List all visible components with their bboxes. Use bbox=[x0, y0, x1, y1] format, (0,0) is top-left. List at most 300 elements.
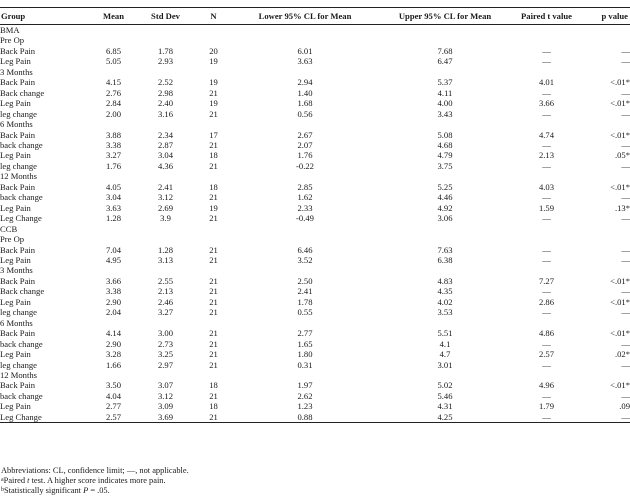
cell-paired-t: 4.96 bbox=[538, 380, 555, 391]
cell-paired-t: 4.74 bbox=[538, 129, 555, 140]
cell-n bbox=[196, 224, 231, 234]
cell-paired-t bbox=[511, 265, 582, 275]
cell-upper-cl: 5.51 bbox=[437, 328, 453, 339]
cell-upper-cl: 3.06 bbox=[437, 213, 453, 224]
table-row bbox=[0, 77, 630, 87]
table-row bbox=[0, 328, 630, 338]
footnote-a bbox=[1, 476, 189, 486]
cell-paired-t: — bbox=[542, 359, 551, 370]
row-label: Leg Pain bbox=[0, 349, 31, 360]
cell-lower-cl: 1.40 bbox=[297, 87, 313, 98]
cell-upper-cl bbox=[379, 234, 511, 244]
cell-upper-cl: 4.35 bbox=[437, 286, 453, 297]
timepoint-row bbox=[0, 234, 630, 244]
cell-p-value: — bbox=[621, 139, 630, 150]
cell-std-dev: 2.46 bbox=[157, 296, 174, 307]
timepoint-row bbox=[0, 35, 630, 45]
cell-n bbox=[196, 25, 231, 36]
cell-p-value bbox=[582, 234, 630, 244]
cell-n bbox=[196, 67, 231, 77]
cell-p-value: — bbox=[621, 286, 630, 297]
cell-mean: 3.38 bbox=[105, 139, 122, 150]
cell-p-value: <.01* bbox=[610, 328, 630, 339]
cell-std-dev: 3.9 bbox=[160, 213, 171, 224]
group-row bbox=[0, 25, 630, 36]
cell-n: 18 bbox=[209, 150, 218, 161]
cell-n: 21 bbox=[209, 390, 218, 401]
cell-mean: 4.04 bbox=[105, 390, 122, 401]
table-row bbox=[0, 255, 630, 265]
cell-n bbox=[196, 370, 231, 380]
cell-lower-cl: 2.50 bbox=[297, 275, 313, 286]
row-label: Back Pain bbox=[0, 45, 36, 56]
cell-lower-cl: 2.94 bbox=[297, 77, 313, 88]
cell-p-value bbox=[582, 25, 630, 36]
cell-std-dev bbox=[135, 318, 196, 328]
cell-std-dev bbox=[135, 224, 196, 234]
cell-upper-cl: 4.68 bbox=[437, 139, 453, 150]
cell-p-value: — bbox=[621, 56, 630, 67]
cell-paired-t bbox=[511, 67, 582, 77]
cell-p-value bbox=[582, 370, 630, 380]
row-label: Pre Op bbox=[0, 35, 25, 46]
cell-lower-cl: 2.41 bbox=[297, 286, 313, 297]
cell-mean: 1.66 bbox=[105, 359, 122, 370]
cell-upper-cl: 4.79 bbox=[437, 150, 453, 161]
footnote-b-suffix: = .05. bbox=[88, 486, 110, 496]
cell-lower-cl: 1.97 bbox=[297, 380, 313, 391]
cell-n bbox=[196, 119, 231, 129]
cell-lower-cl: 6.46 bbox=[297, 244, 313, 255]
cell-std-dev bbox=[135, 119, 196, 129]
cell-lower-cl bbox=[231, 370, 379, 380]
cell-upper-cl: 3.75 bbox=[437, 160, 453, 171]
cell-upper-cl: 4.02 bbox=[437, 296, 453, 307]
cell-paired-t: — bbox=[542, 108, 551, 119]
cell-paired-t: — bbox=[542, 213, 551, 224]
cell-p-value: <.01* bbox=[610, 98, 630, 109]
cell-std-dev: 1.78 bbox=[157, 45, 174, 56]
cell-lower-cl bbox=[231, 25, 379, 36]
cell-p-value: — bbox=[621, 338, 630, 349]
table-row bbox=[0, 245, 630, 255]
cell-p-value: — bbox=[621, 87, 630, 98]
row-label: 12 Months bbox=[0, 171, 38, 182]
cell-upper-cl: 5.08 bbox=[437, 129, 453, 140]
cell-paired-t: 4.03 bbox=[538, 181, 555, 192]
cell-lower-cl: 3.52 bbox=[297, 254, 313, 265]
cell-std-dev: 3.16 bbox=[157, 108, 174, 119]
cell-paired-t: — bbox=[542, 338, 551, 349]
row-label: leg change bbox=[0, 359, 37, 370]
cell-upper-cl: 4.1 bbox=[439, 338, 451, 349]
cell-p-value bbox=[582, 119, 630, 129]
cell-paired-t bbox=[511, 25, 582, 36]
row-label: Back Pain bbox=[0, 244, 36, 255]
cell-n: 21 bbox=[196, 412, 231, 423]
cell-std-dev: 2.69 bbox=[157, 202, 174, 213]
table-row bbox=[0, 203, 630, 213]
table-row bbox=[0, 161, 630, 171]
results-table bbox=[0, 7, 630, 423]
cell-n: 21 bbox=[209, 349, 218, 360]
cell-p-value: .09 bbox=[619, 401, 630, 412]
table-row bbox=[0, 140, 630, 150]
cell-mean: 5.05 bbox=[105, 56, 122, 67]
table-row bbox=[0, 297, 630, 307]
cell-std-dev: 4.36 bbox=[157, 160, 174, 171]
cell-paired-t bbox=[511, 119, 582, 129]
cell-n: 21 bbox=[209, 108, 218, 119]
cell-upper-cl bbox=[379, 171, 511, 181]
cell-std-dev: 3.13 bbox=[157, 254, 174, 265]
table-row bbox=[0, 213, 630, 223]
cell-n bbox=[196, 234, 231, 244]
cell-paired-t: 2.57 bbox=[538, 349, 555, 360]
cell-std-dev: 2.55 bbox=[157, 275, 174, 286]
cell-p-value: — bbox=[621, 192, 630, 203]
cell-mean bbox=[92, 119, 135, 129]
cell-lower-cl bbox=[231, 318, 379, 328]
table-row bbox=[0, 150, 630, 160]
cell-paired-t bbox=[511, 171, 582, 181]
cell-upper-cl: 4.92 bbox=[437, 202, 453, 213]
cell-mean: 4.05 bbox=[105, 181, 122, 192]
cell-lower-cl: 1.23 bbox=[297, 401, 313, 412]
cell-p-value bbox=[582, 265, 630, 275]
cell-n: 19 bbox=[209, 77, 218, 88]
cell-p-value bbox=[582, 67, 630, 77]
cell-n: 21 bbox=[209, 286, 218, 297]
cell-paired-t bbox=[511, 234, 582, 244]
cell-paired-t: — bbox=[542, 390, 551, 401]
cell-upper-cl: 4.7 bbox=[439, 349, 451, 360]
cell-mean bbox=[92, 224, 135, 234]
cell-n: 21 bbox=[209, 87, 218, 98]
timepoint-row bbox=[0, 171, 630, 181]
cell-upper-cl: 5.37 bbox=[437, 77, 453, 88]
cell-p-value: — bbox=[582, 412, 630, 423]
cell-std-dev: 3.25 bbox=[157, 349, 174, 360]
cell-paired-t bbox=[511, 370, 582, 380]
cell-std-dev bbox=[135, 370, 196, 380]
cell-p-value: <.01* bbox=[610, 380, 630, 391]
cell-lower-cl: -0.22 bbox=[296, 160, 314, 171]
cell-n: 21 bbox=[209, 359, 218, 370]
cell-mean: 2.90 bbox=[105, 338, 122, 349]
cell-upper-cl: 6.47 bbox=[437, 56, 453, 67]
cell-p-value bbox=[582, 318, 630, 328]
cell-p-value bbox=[582, 35, 630, 45]
cell-p-value: <.01* bbox=[610, 129, 630, 140]
row-label: 12 Months bbox=[0, 369, 38, 380]
cell-lower-cl: 1.68 bbox=[297, 98, 313, 109]
cell-mean bbox=[92, 265, 135, 275]
cell-paired-t: — bbox=[542, 244, 551, 255]
cell-mean: 4.95 bbox=[105, 254, 122, 265]
cell-mean: 3.27 bbox=[105, 150, 122, 161]
cell-upper-cl: 6.38 bbox=[437, 254, 453, 265]
table-row bbox=[0, 349, 630, 359]
cell-std-dev: 2.97 bbox=[157, 359, 174, 370]
timepoint-row bbox=[0, 119, 630, 129]
cell-n: 21 bbox=[209, 338, 218, 349]
table-row bbox=[0, 401, 630, 411]
cell-upper-cl: 4.00 bbox=[437, 98, 453, 109]
table-row bbox=[0, 182, 630, 192]
cell-upper-cl: 5.25 bbox=[437, 181, 453, 192]
cell-n: 21 bbox=[209, 328, 218, 339]
cell-lower-cl: 0.31 bbox=[297, 359, 313, 370]
row-label: Leg Pain bbox=[0, 401, 31, 412]
footnote-a-t: t bbox=[27, 476, 30, 486]
cell-mean: 2.04 bbox=[105, 307, 122, 318]
cell-mean: 3.88 bbox=[105, 129, 122, 140]
row-label: Leg Pain bbox=[0, 296, 31, 307]
cell-std-dev: 2.52 bbox=[157, 77, 174, 88]
cell-mean: 3.04 bbox=[105, 192, 122, 203]
cell-upper-cl: 3.01 bbox=[437, 359, 453, 370]
cell-paired-t: — bbox=[542, 87, 551, 98]
table-row bbox=[0, 391, 630, 401]
row-label: 3 Months bbox=[0, 265, 33, 276]
cell-lower-cl bbox=[231, 265, 379, 275]
cell-mean: 3.66 bbox=[105, 275, 122, 286]
cell-p-value: — bbox=[621, 254, 630, 265]
cell-n bbox=[196, 171, 231, 181]
cell-p-value: — bbox=[621, 160, 630, 171]
table-body bbox=[0, 25, 630, 423]
cell-n: 21 bbox=[209, 275, 218, 286]
cell-paired-t: 7.27 bbox=[538, 275, 555, 286]
cell-p-value: <.01* bbox=[610, 275, 630, 286]
cell-p-value: .13* bbox=[614, 202, 630, 213]
cell-paired-t: — bbox=[511, 412, 582, 423]
cell-n: 18 bbox=[209, 380, 218, 391]
header-row bbox=[0, 8, 630, 25]
cell-p-value: <.01* bbox=[610, 181, 630, 192]
row-label: CCB bbox=[0, 223, 18, 234]
cell-mean: 3.50 bbox=[105, 380, 122, 391]
cell-paired-t: 2.86 bbox=[538, 296, 555, 307]
cell-mean: 2.57 bbox=[92, 412, 135, 423]
cell-n: 21 bbox=[209, 160, 218, 171]
cell-p-value: — bbox=[621, 244, 630, 255]
row-label: 6 Months bbox=[0, 317, 33, 328]
cell-n: 19 bbox=[209, 202, 218, 213]
cell-paired-t: — bbox=[542, 56, 551, 67]
cell-n: 19 bbox=[209, 56, 218, 67]
cell-std-dev: 3.00 bbox=[157, 328, 174, 339]
footnote-b-marker: b bbox=[1, 487, 4, 494]
cell-paired-t: — bbox=[542, 307, 551, 318]
cell-n: 20 bbox=[209, 45, 218, 56]
cell-std-dev bbox=[135, 25, 196, 36]
cell-paired-t bbox=[511, 318, 582, 328]
header-paired-t: Paired t value bbox=[511, 8, 582, 25]
cell-std-dev: 3.12 bbox=[157, 390, 174, 401]
cell-n bbox=[196, 265, 231, 275]
cell-std-dev: 2.87 bbox=[157, 139, 174, 150]
cell-paired-t: — bbox=[542, 45, 551, 56]
cell-lower-cl: 3.63 bbox=[297, 56, 313, 67]
footnote-b-p: P bbox=[83, 486, 89, 496]
table-row bbox=[0, 286, 630, 296]
row-label: Back Pain bbox=[0, 181, 36, 192]
row-label: BMA bbox=[0, 25, 20, 35]
cell-mean: 4.15 bbox=[105, 77, 122, 88]
cell-lower-cl: 2.33 bbox=[297, 202, 313, 213]
cell-upper-cl: 4.83 bbox=[437, 275, 453, 286]
cell-mean: 2.90 bbox=[105, 296, 122, 307]
row-label: Leg Change bbox=[0, 412, 92, 423]
cell-upper-cl: 4.31 bbox=[437, 401, 453, 412]
cell-lower-cl bbox=[231, 224, 379, 234]
cell-std-dev bbox=[135, 234, 196, 244]
cell-lower-cl bbox=[231, 119, 379, 129]
footnote-b-prefix: Statistically significant bbox=[4, 486, 84, 496]
cell-paired-t bbox=[511, 35, 582, 45]
cell-n: 21 bbox=[209, 139, 218, 150]
cell-lower-cl: 2.62 bbox=[297, 390, 313, 401]
row-label: Leg Pain bbox=[0, 254, 31, 265]
footnote-abbreviations: Abbreviations: CL, confidence limit; —, not applicable. bbox=[1, 466, 189, 475]
row-label: 3 Months bbox=[0, 66, 33, 77]
cell-upper-cl: 3.53 bbox=[437, 307, 453, 318]
cell-p-value bbox=[582, 224, 630, 234]
table-row bbox=[0, 109, 630, 119]
footnote-b bbox=[1, 486, 189, 496]
row-label: Back Pain bbox=[0, 129, 36, 140]
row-label: back change bbox=[0, 338, 43, 349]
cell-n: 21 bbox=[209, 244, 218, 255]
row-label: Back Pain bbox=[0, 328, 36, 339]
cell-std-dev bbox=[135, 265, 196, 275]
cell-n: 21 bbox=[209, 296, 218, 307]
cell-paired-t: 1.59 bbox=[538, 202, 555, 213]
row-label: Back Pain bbox=[0, 275, 36, 286]
cell-upper-cl: 5.02 bbox=[437, 380, 453, 391]
cell-mean: 6.85 bbox=[105, 45, 122, 56]
row-label: leg change bbox=[0, 108, 37, 119]
cell-std-dev: 2.98 bbox=[157, 87, 174, 98]
cell-p-value: — bbox=[621, 359, 630, 370]
cell-lower-cl: 1.78 bbox=[297, 296, 313, 307]
cell-lower-cl: 1.62 bbox=[297, 192, 313, 203]
table-row bbox=[0, 130, 630, 140]
cell-upper-cl bbox=[379, 119, 511, 129]
cell-n bbox=[196, 35, 231, 45]
cell-paired-t: — bbox=[542, 254, 551, 265]
cell-mean: 2.84 bbox=[105, 98, 122, 109]
table-row bbox=[0, 412, 630, 423]
row-label: leg change bbox=[0, 160, 37, 171]
cell-lower-cl: 1.76 bbox=[297, 150, 313, 161]
cell-std-dev: 3.12 bbox=[157, 192, 174, 203]
cell-lower-cl: 0.88 bbox=[231, 412, 379, 423]
table-header bbox=[0, 8, 630, 25]
footnote-a-prefix: Paired bbox=[3, 476, 28, 486]
cell-mean: 2.00 bbox=[105, 108, 122, 119]
cell-std-dev: 3.27 bbox=[157, 307, 174, 318]
cell-std-dev: 2.73 bbox=[157, 338, 174, 349]
cell-mean bbox=[92, 171, 135, 181]
cell-lower-cl: 1.65 bbox=[297, 338, 313, 349]
cell-upper-cl: 7.63 bbox=[437, 244, 453, 255]
timepoint-row bbox=[0, 370, 630, 380]
cell-std-dev: 2.40 bbox=[157, 98, 174, 109]
timepoint-row bbox=[0, 318, 630, 328]
header-group: Group bbox=[0, 8, 92, 25]
cell-upper-cl bbox=[379, 265, 511, 275]
cell-std-dev: 2.41 bbox=[157, 181, 174, 192]
group-row bbox=[0, 224, 630, 234]
row-label: back change bbox=[0, 192, 43, 203]
cell-p-value: — bbox=[621, 307, 630, 318]
row-label: Leg Pain bbox=[0, 56, 31, 67]
cell-n: 21 bbox=[209, 192, 218, 203]
cell-upper-cl bbox=[379, 370, 511, 380]
cell-n: 17 bbox=[209, 129, 218, 140]
table-row bbox=[0, 307, 630, 317]
cell-mean bbox=[92, 234, 135, 244]
cell-n: 21 bbox=[209, 213, 218, 224]
cell-std-dev: 2.34 bbox=[157, 129, 174, 140]
table-row bbox=[0, 88, 630, 98]
cell-p-value: .02* bbox=[614, 349, 630, 360]
cell-mean: 3.28 bbox=[105, 349, 122, 360]
table-row bbox=[0, 56, 630, 66]
cell-std-dev: 2.13 bbox=[157, 286, 174, 297]
table-row bbox=[0, 276, 630, 286]
cell-mean: 1.28 bbox=[105, 213, 122, 224]
cell-paired-t: — bbox=[542, 286, 551, 297]
cell-mean: 3.38 bbox=[105, 286, 122, 297]
cell-std-dev: 2.93 bbox=[157, 56, 174, 67]
table-row bbox=[0, 380, 630, 390]
row-label: Leg Pain bbox=[0, 202, 31, 213]
cell-mean bbox=[92, 67, 135, 77]
row-label: Back Pain bbox=[0, 77, 36, 88]
cell-mean: 2.76 bbox=[105, 87, 122, 98]
row-label: 6 Months bbox=[0, 119, 33, 130]
cell-paired-t: 1.79 bbox=[538, 401, 555, 412]
cell-n: 18 bbox=[209, 181, 218, 192]
cell-lower-cl bbox=[231, 171, 379, 181]
table-row bbox=[0, 360, 630, 370]
footnote-a-suffix: test. A higher score indicates more pain. bbox=[29, 476, 166, 486]
cell-upper-cl: 4.46 bbox=[437, 192, 453, 203]
cell-p-value: — bbox=[621, 213, 630, 224]
row-label: Leg Pain bbox=[0, 150, 31, 161]
cell-mean: 4.14 bbox=[105, 328, 122, 339]
row-label: Pre Op bbox=[0, 234, 25, 245]
cell-upper-cl: 4.11 bbox=[437, 87, 453, 98]
cell-upper-cl bbox=[379, 35, 511, 45]
cell-p-value: — bbox=[621, 108, 630, 119]
cell-lower-cl bbox=[231, 234, 379, 244]
cell-upper-cl bbox=[379, 224, 511, 234]
row-label: leg change bbox=[0, 307, 37, 318]
table-row bbox=[0, 192, 630, 202]
cell-upper-cl bbox=[379, 25, 511, 36]
table-row bbox=[0, 46, 630, 56]
cell-p-value: — bbox=[621, 45, 630, 56]
header-n: N bbox=[196, 8, 231, 25]
timepoint-row bbox=[0, 67, 630, 77]
cell-std-dev: 3.09 bbox=[157, 401, 174, 412]
cell-paired-t: 4.86 bbox=[538, 328, 555, 339]
